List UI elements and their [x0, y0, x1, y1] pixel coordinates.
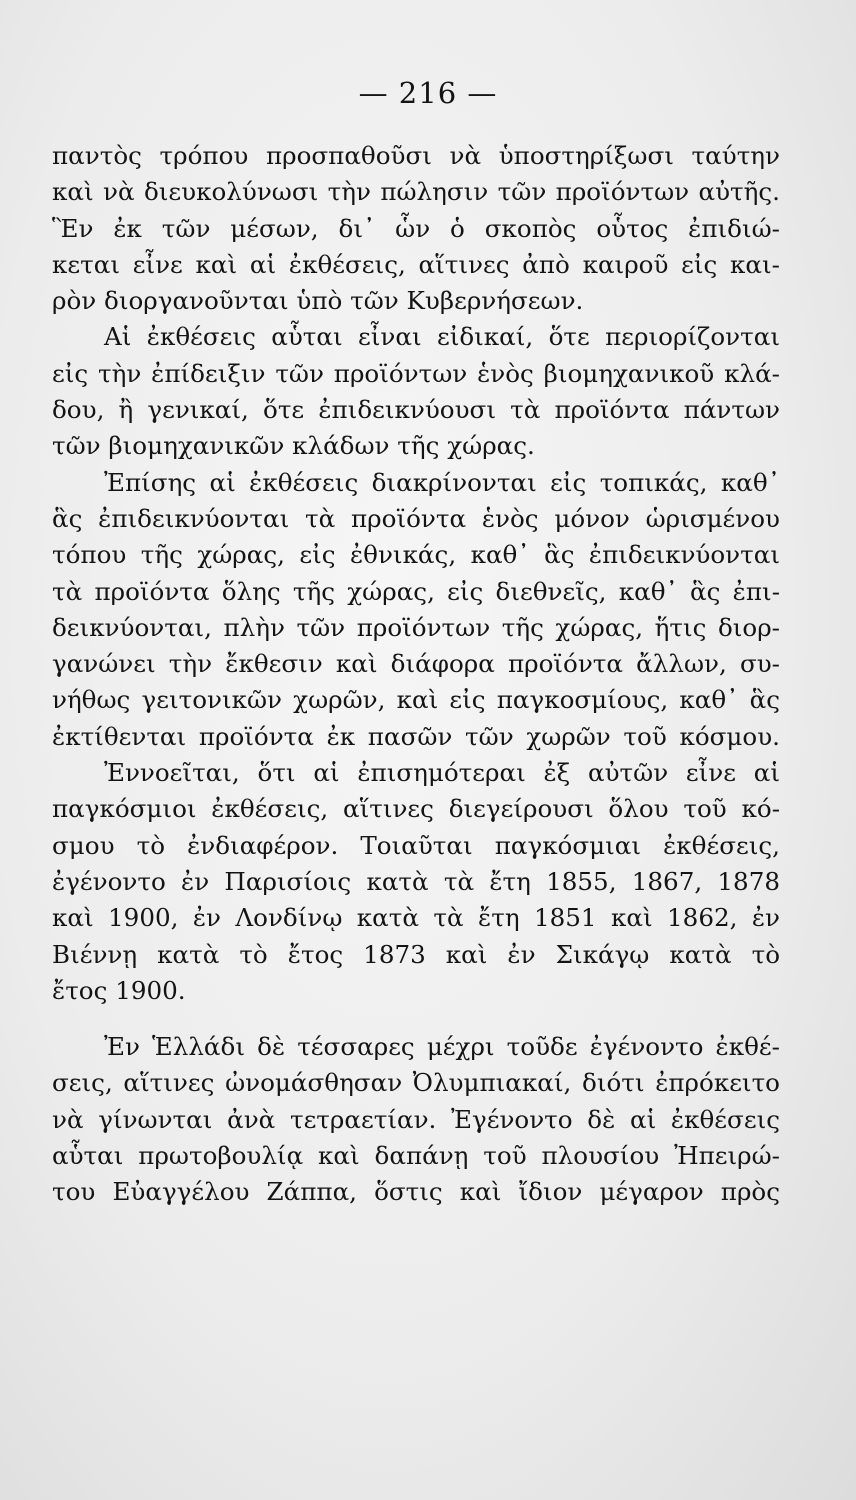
text-line: Βιέννῃ κατὰ τὸ ἔτος 1873 καὶ ἐν Σικάγῳ κατὰ τὸ: [52, 939, 780, 969]
text-line: δεικνύονται, πλὴν τῶν προϊόντων τῆς χώρας, ἥτις διορ-: [52, 612, 780, 642]
text-line: Ἓν ἐκ τῶν μέσων, δι᾽ ὧν ὁ σκοπὸς οὗτος ἐπιδιώ-: [52, 213, 780, 243]
text-line: τῶν βιομηχανικῶν κλάδων τῆς χώρας.: [52, 431, 535, 461]
paragraph-5: [52, 1029, 780, 1210]
text-line: ἐκτίθενται προϊόντα ἐκ πασῶν τῶν χωρῶν τοῦ κόσμου.: [52, 721, 780, 751]
text-line: νὰ γίνωνται ἀνὰ τετραετίαν. Ἐγένοντο δὲ αἱ ἐκθέσεις: [52, 1104, 780, 1134]
text-line: εἰς τὴν ἐπίδειξιν τῶν προϊόντων ἑνὸς βιομηχανικοῦ κλά-: [52, 358, 780, 388]
text-line: του Εὐαγγέλου Ζάππα, ὅστις καὶ ἴδιον μέγαρον πρὸς: [52, 1177, 780, 1207]
paragraph-4: [52, 755, 780, 1009]
text-line: δου, ἢ γενικαί, ὅτε ἐπιδεικνύουσι τὰ προϊόντα πάντων: [52, 395, 780, 425]
text-line: γανώνει τὴν ἔκθεσιν καὶ διάφορα προϊόντα ἄλλων, συ-: [52, 649, 780, 679]
text-line: σεις, αἵτινες ὠνομάσθησαν Ὀλυμπιακαί, διότι ἐπρόκειτο: [52, 1068, 780, 1098]
text-line: Ἐν Ἑλλάδι δὲ τέσσαρες μέχρι τοῦδε ἐγένοντο ἐκθέ-: [104, 1032, 780, 1062]
text-line: Ἐννοεῖται, ὅτι αἱ ἐπισημότεραι ἐξ αὐτῶν εἶνε αἱ: [104, 758, 780, 788]
text-line: καὶ 1900, ἐν Λονδίνῳ κατὰ τὰ ἔτη 1851 καὶ 1862, ἐν: [52, 903, 780, 933]
text-line: κεται εἶνε καὶ αἱ ἐκθέσεις, αἵτινες ἀπὸ καιροῦ εἰς και-: [52, 249, 780, 279]
text-line: ρὸν διοργανοῦνται ὑπὸ τῶν Κυβερνήσεων.: [52, 286, 584, 316]
text-line: νήθως γειτονικῶν χωρῶν, καὶ εἰς παγκοσμίους, καθ᾽ ἃς: [52, 685, 780, 715]
paragraph-spacer: [52, 1009, 780, 1029]
text-line: καὶ νὰ διευκολύνωσι τὴν πώλησιν τῶν προϊόντων αὐτῆς.: [52, 177, 780, 207]
paragraph-3: [52, 465, 780, 755]
text-line: ἔτος 1900.: [52, 975, 186, 1005]
text-line: τόπου τῆς χώρας, εἰς ἐθνικάς, καθ᾽ ἃς ἐπιδεικνύονται: [52, 540, 780, 570]
paragraph-2: [52, 319, 780, 464]
text-line: Ἐπίσης αἱ ἐκθέσεις διακρίνονται εἰς τοπικάς, καθ᾽: [104, 467, 780, 497]
text-line: Αἱ ἐκθέσεις αὗται εἶναι εἰδικαί, ὅτε περιορίζονται: [104, 322, 780, 352]
body-text: [52, 138, 780, 1211]
text-line: τὰ προϊόντα ὅλης τῆς χώρας, εἰς διεθνεῖς, καθ᾽ ἃς ἐπι-: [52, 576, 780, 606]
text-line: ἐγένοντο ἐν Παρισίοις κατὰ τὰ ἔτη 1855, 1867, 1878: [52, 866, 780, 896]
text-line: παντὸς τρόπου προσπαθοῦσι νὰ ὑποστηρίξωσι ταύτην: [52, 141, 780, 170]
text-line: ἃς ἐπιδεικνύονται τὰ προϊόντα ἑνὸς μόνον ὡρισμένου: [52, 503, 780, 533]
page-number: — 216 —: [358, 76, 498, 110]
paragraph-1: [52, 138, 780, 319]
text-line: σμου τὸ ἐνδιαφέρον. Τοιαῦται παγκόσμιαι ἐκθέσεις,: [52, 830, 780, 860]
text-line: αὗται πρωτοβουλίᾳ καὶ δαπάνῃ τοῦ πλουσίου Ἠπειρώ-: [52, 1141, 780, 1171]
text-line: παγκόσμιοι ἐκθέσεις, αἵτινες διεγείρουσι ὅλου τοῦ κό-: [52, 794, 780, 824]
